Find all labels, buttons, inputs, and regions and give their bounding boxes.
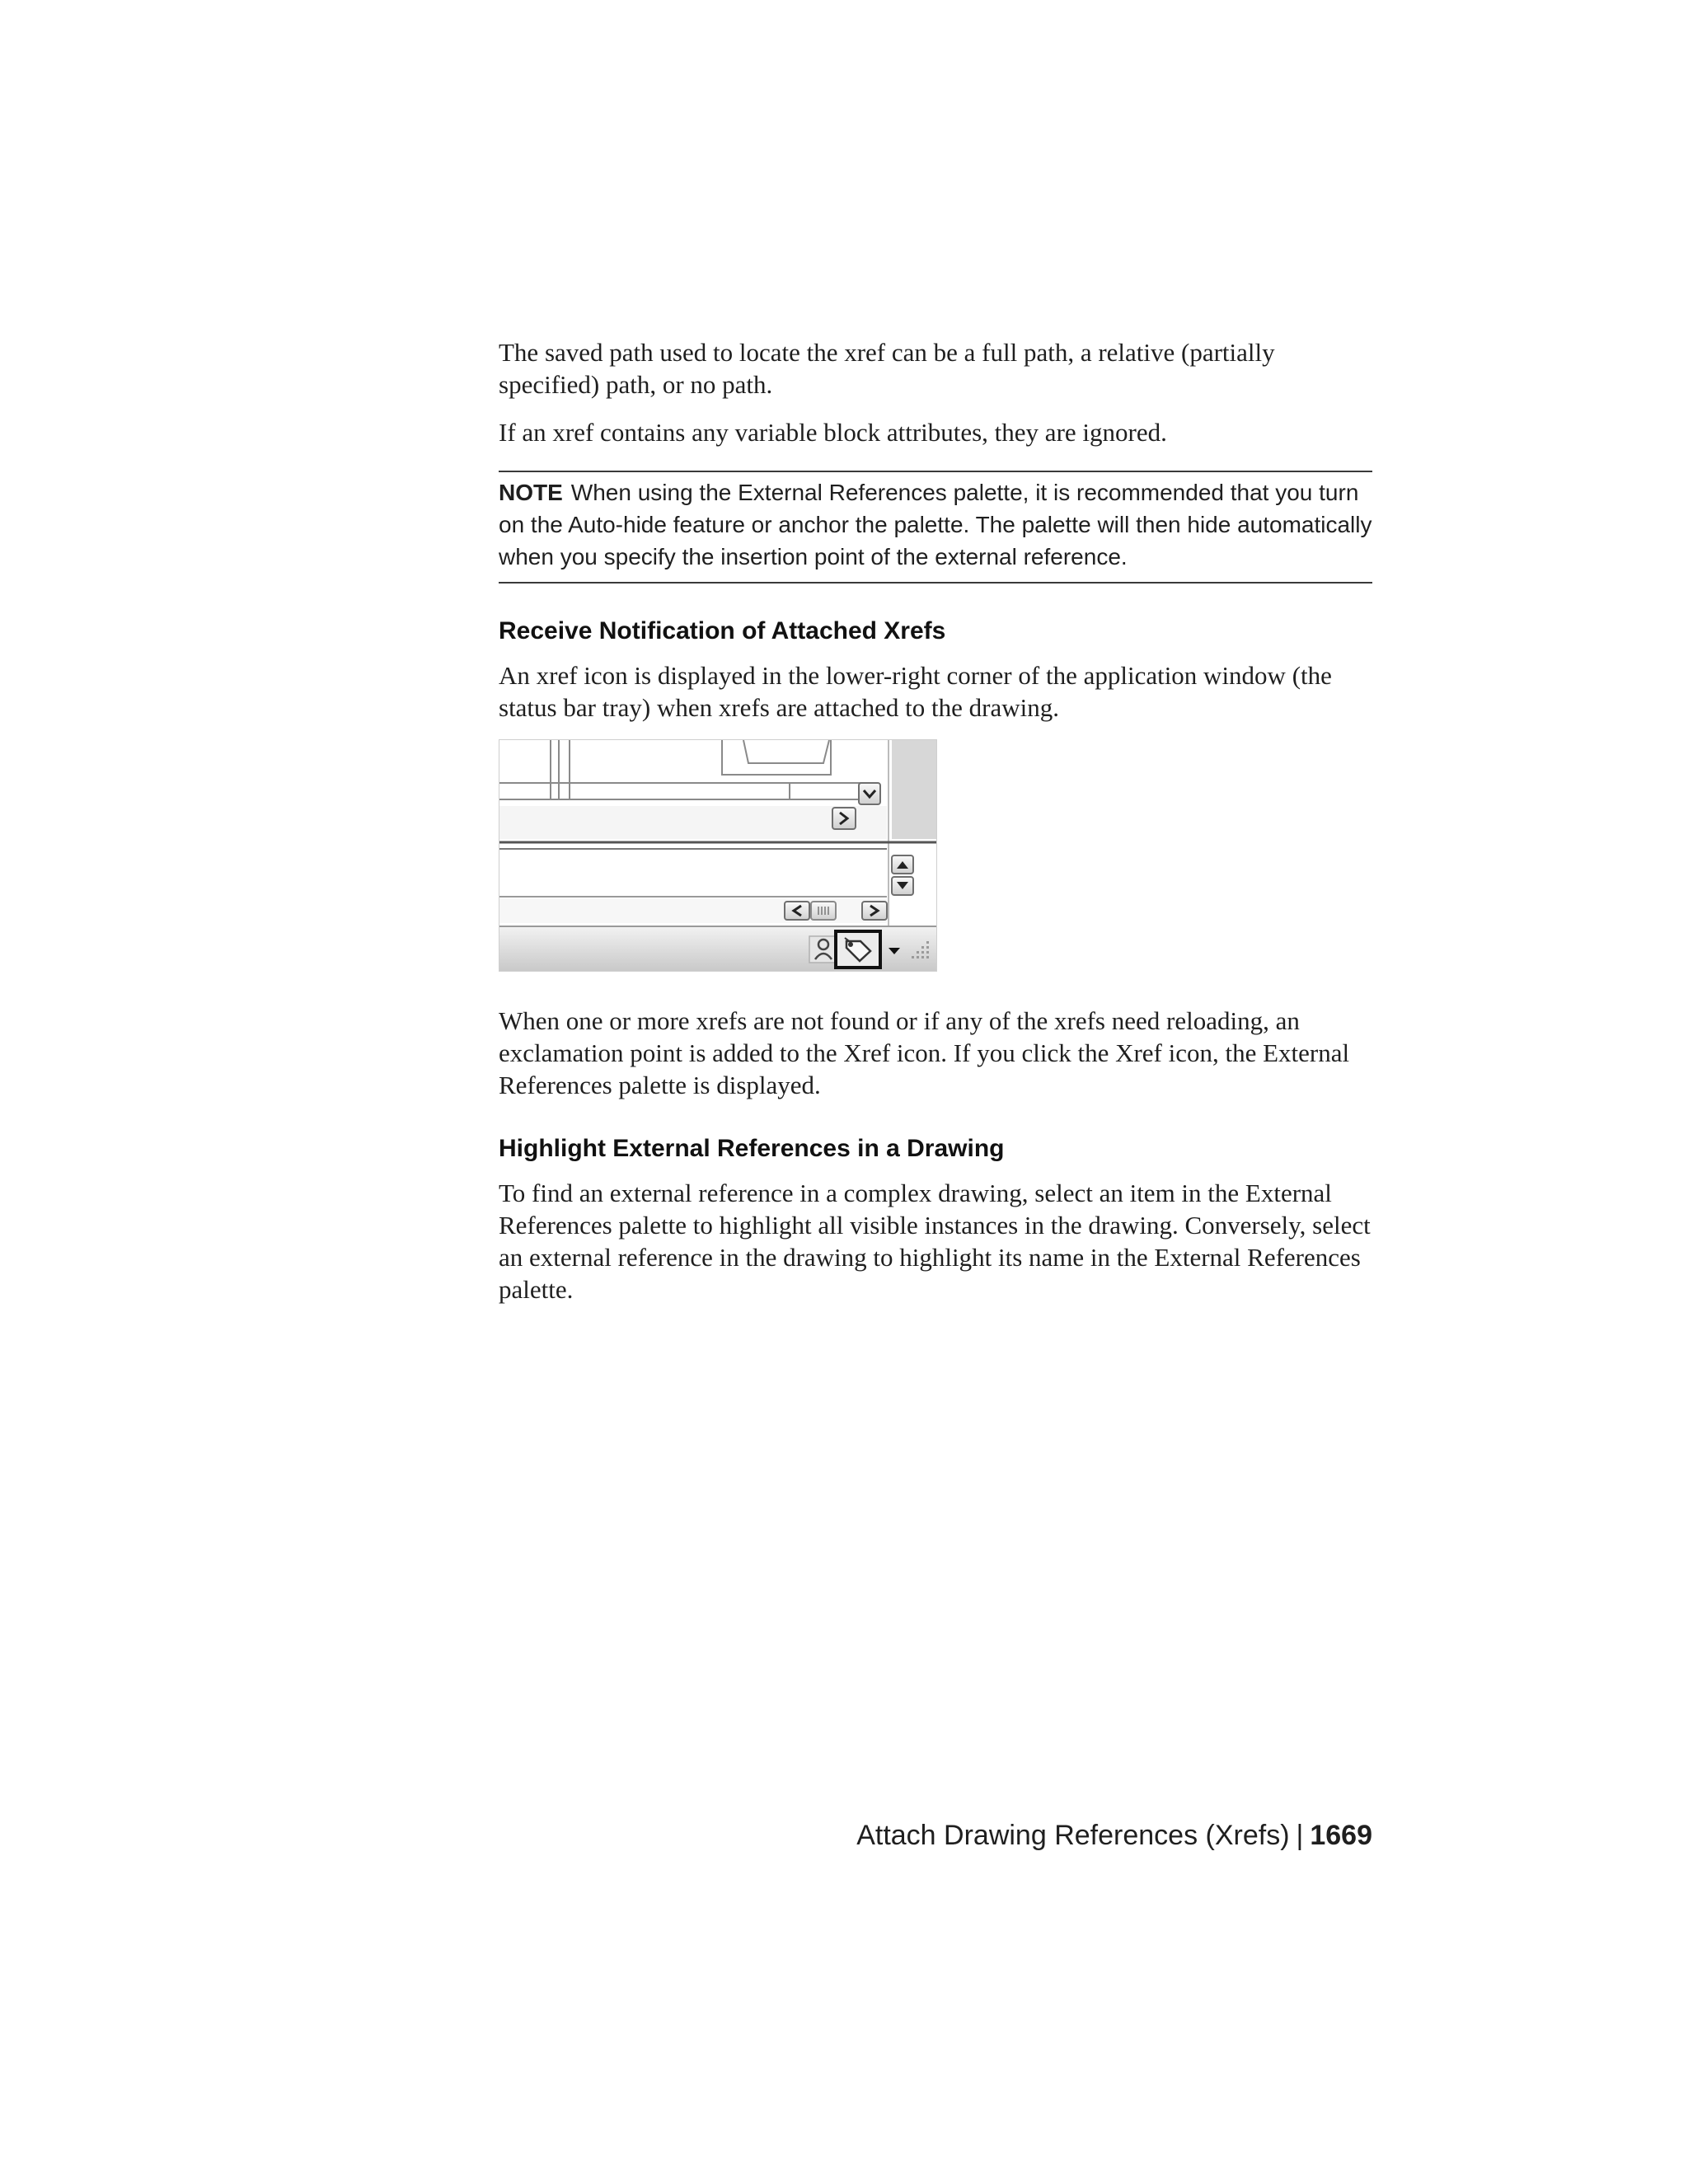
page-footer <box>856 1817 1372 1854</box>
note-text: When using the External References palette, it is recommended that you turn on the Auto-hide feature or anchor the palette. The palette will then hide automatically when you specify the insertion point of the external reference. <box>499 480 1372 569</box>
arrow-down-icon[interactable] <box>892 877 913 895</box>
page-number: 1669 <box>1310 1820 1372 1851</box>
page-content <box>499 336 1372 1321</box>
footer-separator: | <box>1296 1820 1304 1851</box>
paragraph-highlight: To find an external reference in a complex drawing, select an item in the External References palette to highlight all visible instances in the drawing. Conversely, select an external reference in the drawing to highlight its name in the External References palette. <box>499 1179 1371 1304</box>
heading-highlight: Highlight External References in a Drawing <box>499 1135 1005 1162</box>
chevron-left-icon[interactable] <box>785 902 809 920</box>
heading-notification: Receive Notification of Attached Xrefs <box>499 617 946 644</box>
note-label: NOTE <box>499 480 563 505</box>
paragraph-not-found: When one or more xrefs are not found or if any of the xrefs need reloading, an exclamation point is added to the Xref icon. If you click the Xref icon, the External References palette is displayed. <box>499 1006 1350 1099</box>
status-bar-illustration <box>499 740 936 971</box>
arrow-up-icon[interactable] <box>892 855 913 874</box>
status-bar-screenshot <box>499 739 937 972</box>
paragraph-xref-icon: An xref icon is displayed in the lower-right corner of the application window (the status bar tray) when xrefs are attached to the drawing. <box>499 661 1332 722</box>
side-panel <box>892 740 936 839</box>
chevron-right-icon[interactable] <box>862 902 887 920</box>
xref-icon[interactable] <box>836 931 880 968</box>
paragraph-saved-path: The saved path used to locate the xref can be a full path, a relative (partially specified) path, or no path. <box>499 338 1275 399</box>
scroll-thumb-icon[interactable] <box>811 902 836 920</box>
chevron-right-icon[interactable] <box>832 808 856 829</box>
paragraph-variable-attributes: If an xref contains any variable block attributes, they are ignored. <box>499 418 1167 447</box>
user-icon[interactable] <box>809 936 837 963</box>
footer-title: Attach Drawing References (Xrefs) <box>856 1820 1290 1851</box>
chevron-down-icon[interactable] <box>859 783 880 804</box>
note-box <box>499 471 1372 583</box>
